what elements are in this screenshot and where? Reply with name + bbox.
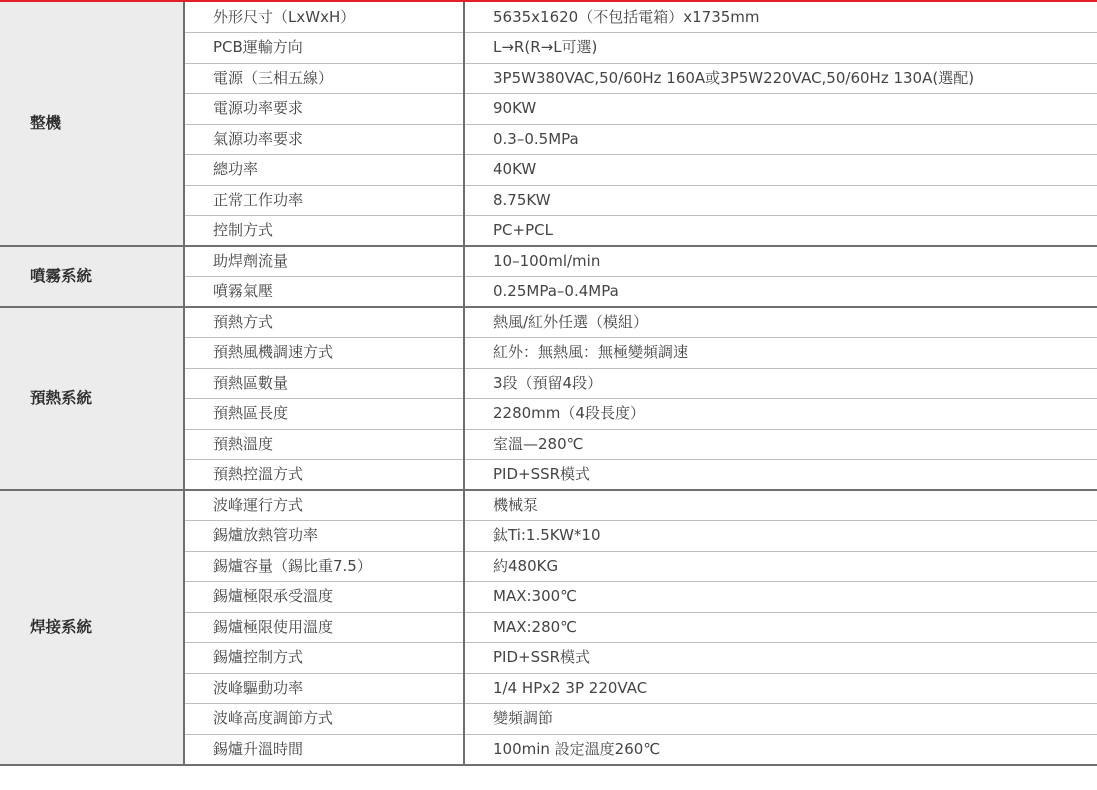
- spec-item-label: 錫爐控制方式: [184, 643, 464, 674]
- spec-item-value: PC+PCL: [464, 216, 1097, 247]
- spec-item-value: 機械泵: [464, 490, 1097, 521]
- table-row: [0, 246, 1097, 277]
- spec-item-label: 波峰驅動功率: [184, 673, 464, 704]
- table-row: [0, 2, 1097, 33]
- spec-item-label: PCB運輸方向: [184, 33, 464, 64]
- spec-item-label: 預熱控溫方式: [184, 460, 464, 491]
- spec-item-label: 預熱風機調速方式: [184, 338, 464, 369]
- category-cell: 整機: [0, 2, 184, 246]
- spec-item-value: 8.75KW: [464, 185, 1097, 216]
- spec-item-label: 波峰運行方式: [184, 490, 464, 521]
- spec-item-value: 3段（預留4段）: [464, 368, 1097, 399]
- spec-item-label: 錫爐極限使用溫度: [184, 612, 464, 643]
- spec-item-label: 外形尺寸（LxWxH）: [184, 2, 464, 33]
- spec-item-label: 錫爐容量（錫比重7.5）: [184, 551, 464, 582]
- spec-item-label: 電源（三相五線）: [184, 63, 464, 94]
- spec-item-value: 2280mm（4段長度）: [464, 399, 1097, 430]
- spec-item-value: 1/4 HPx2 3P 220VAC: [464, 673, 1097, 704]
- spec-table: [0, 2, 1097, 766]
- category-cell: 噴霧系統: [0, 246, 184, 307]
- spec-item-value: PID+SSR模式: [464, 643, 1097, 674]
- spec-item-label: 預熱方式: [184, 307, 464, 338]
- spec-item-value: 5635x1620（不包括電箱）x1735mm: [464, 2, 1097, 33]
- spec-item-label: 波峰高度調節方式: [184, 704, 464, 735]
- spec-item-label: 錫爐極限承受溫度: [184, 582, 464, 613]
- spec-item-value: 3P5W380VAC,50/60Hz 160A或3P5W220VAC,50/60Hz 130A(選配): [464, 63, 1097, 94]
- spec-item-value: 100min 設定溫度260℃: [464, 734, 1097, 765]
- table-row: [0, 490, 1097, 521]
- spec-item-label: 正常工作功率: [184, 185, 464, 216]
- table-row: [0, 307, 1097, 338]
- spec-item-label: 錫爐升溫時間: [184, 734, 464, 765]
- spec-item-value: 熱風/紅外任選（模組）: [464, 307, 1097, 338]
- spec-item-label: 控制方式: [184, 216, 464, 247]
- spec-item-value: L→R(R→L可選): [464, 33, 1097, 64]
- spec-item-value: 約480KG: [464, 551, 1097, 582]
- spec-item-value: 室溫—280℃: [464, 429, 1097, 460]
- spec-item-value: PID+SSR模式: [464, 460, 1097, 491]
- spec-item-value: 變頻調節: [464, 704, 1097, 735]
- spec-item-label: 預熱區數量: [184, 368, 464, 399]
- spec-item-label: 助焊劑流量: [184, 246, 464, 277]
- spec-item-value: 90KW: [464, 94, 1097, 125]
- spec-item-value: MAX:300℃: [464, 582, 1097, 613]
- spec-item-value: 0.25MPa–0.4MPa: [464, 277, 1097, 308]
- category-cell: 焊接系統: [0, 490, 184, 765]
- spec-item-value: 鈦Ti:1.5KW*10: [464, 521, 1097, 552]
- spec-table-body: [0, 2, 1097, 765]
- spec-item-value: 40KW: [464, 155, 1097, 186]
- spec-item-label: 電源功率要求: [184, 94, 464, 125]
- spec-item-label: 總功率: [184, 155, 464, 186]
- spec-item-label: 噴霧氣壓: [184, 277, 464, 308]
- spec-item-label: 氣源功率要求: [184, 124, 464, 155]
- spec-item-value: 紅外：無熱風：無極變頻調速: [464, 338, 1097, 369]
- category-cell: 預熱系統: [0, 307, 184, 490]
- spec-item-label: 預熱區長度: [184, 399, 464, 430]
- spec-item-label: 預熱溫度: [184, 429, 464, 460]
- spec-item-value: MAX:280℃: [464, 612, 1097, 643]
- spec-item-label: 錫爐放熱管功率: [184, 521, 464, 552]
- spec-item-value: 10–100ml/min: [464, 246, 1097, 277]
- spec-item-value: 0.3–0.5MPa: [464, 124, 1097, 155]
